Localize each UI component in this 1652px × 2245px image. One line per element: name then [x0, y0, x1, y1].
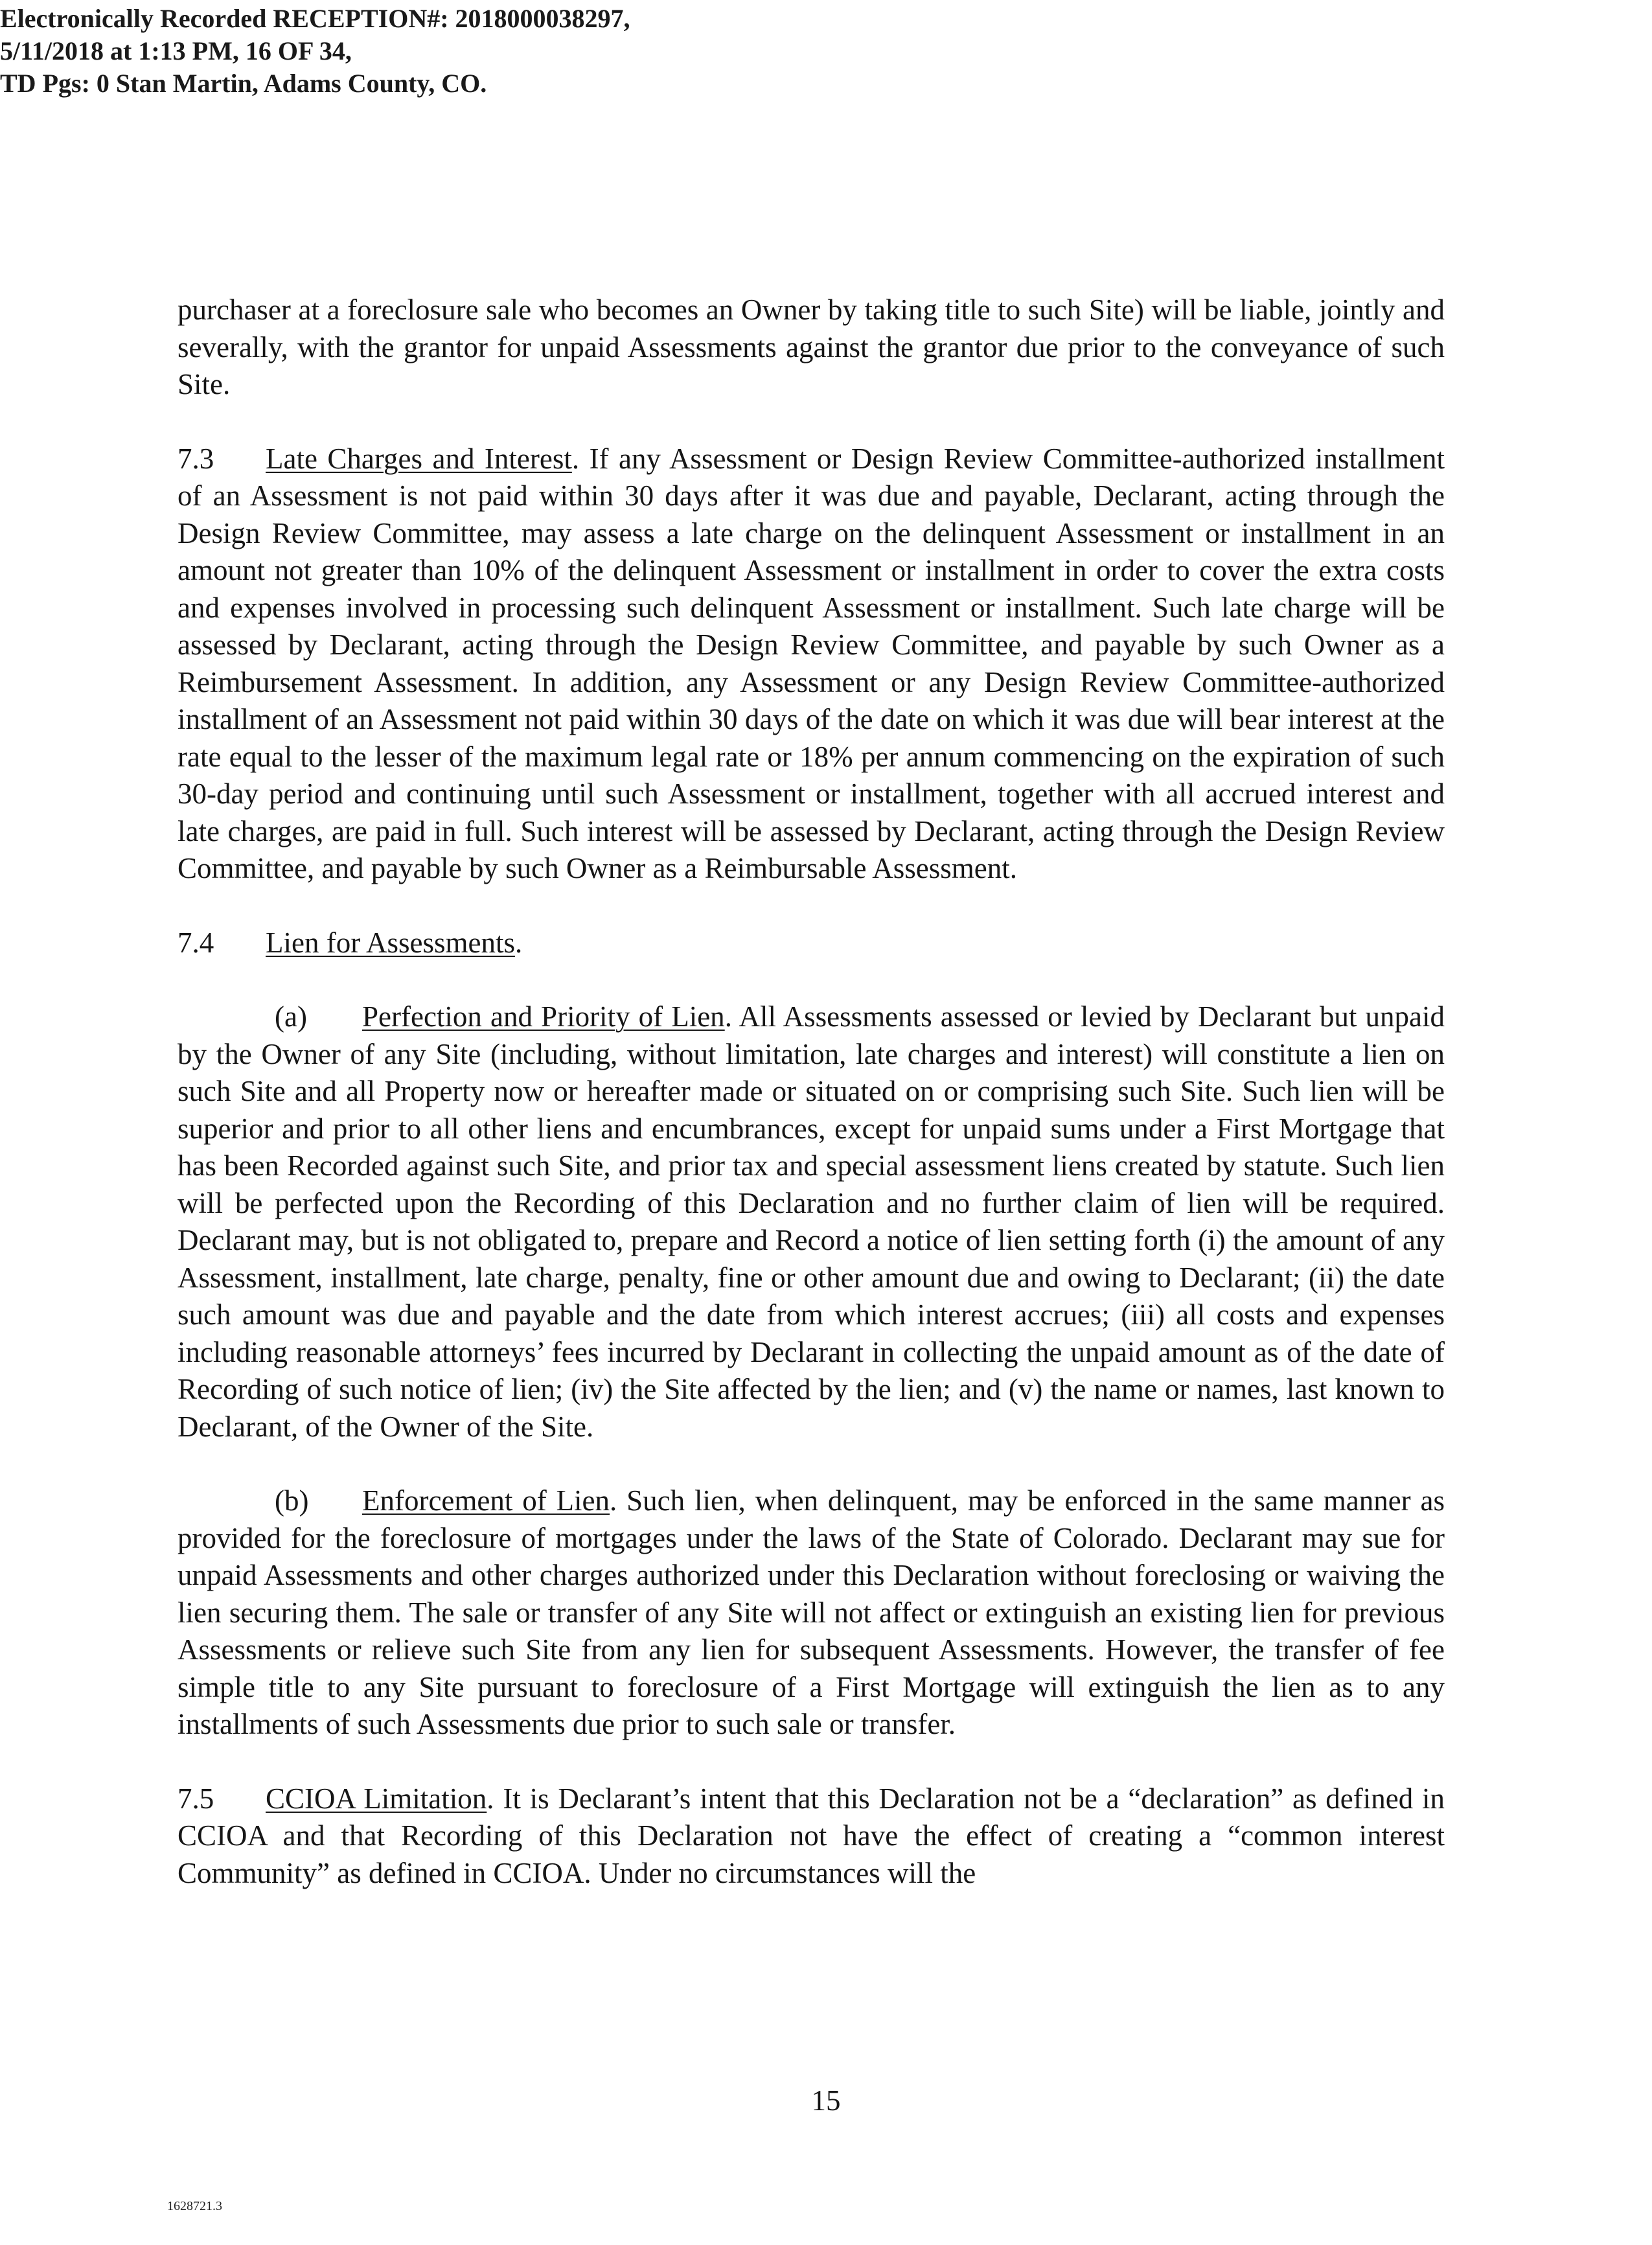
section-number: 7.3 [178, 442, 214, 475]
section-7-5 [178, 1780, 1445, 1893]
page-number: 15 [811, 2084, 841, 2117]
section-heading: Late Charges and Interest [266, 442, 572, 475]
section-text: . It is Declarant’s intent that this Declaration not be a “declaration” as defined in CCIOA and that Recording of this Declaration not have the effect of creating a “common interest Community” as defined in CCIOA. Under no circumstances will the [178, 1782, 1445, 1889]
subsection-number: (a) [275, 1000, 307, 1033]
recording-stamp-line-3: TD Pgs: 0 Stan Martin, Adams County, CO. [0, 69, 487, 98]
section-7-3 [178, 441, 1445, 888]
subsection-7-4-b [178, 1482, 1445, 1744]
section-heading: CCIOA Limitation [266, 1782, 487, 1815]
subsection-number: (b) [275, 1484, 309, 1517]
section-heading-end: . [514, 926, 523, 959]
section-7-4 [178, 925, 1445, 962]
section-heading: Lien for Assessments [266, 926, 515, 959]
document-body [178, 292, 1445, 1929]
continuation-paragraph: purchaser at a foreclosure sale who becomes an Owner by taking title to such Site) will be liable, jointly and severally, with the grantor for unpaid Assessments against the grantor due prior to the conveyance of such Site. [178, 294, 1445, 400]
section-number: 7.4 [178, 926, 214, 959]
subsection-text: . Such lien, when delinquent, may be enforced in the same manner as provided for the foreclosure of mortgages under the laws of the State of Colorado. Declarant may sue for unpaid Assessments and other charges authorized under this Declaration without foreclosing or waiving the lien securing them. The sale or transfer of any Site will not affect or extinguish an existing lien for previous Assessments or relieve such Site from any lien for subsequent Assessments. However, the transfer of fee simple title to any Site pursuant to foreclosure of a First Mortgage will extinguish the lien as to any installments of such Assessments due prior to such sale or transfer. [178, 1484, 1445, 1740]
section-number: 7.5 [178, 1782, 214, 1815]
subsection-text: . All Assessments assessed or levied by Declarant but unpaid by the Owner of any Site (including, without limitation, late charges and interest) will constitute a lien on such Site and all Property now or hereafter made or situated on or comprising such Site. Such lien will be superior and prior to all other liens and encumbrances, except for unpaid sums under a First Mortgage that has been Recorded against such Site, and prior tax and special assessment liens created by statute. Such lien will be perfected upon the Recording of this Declaration and no further claim of lien will be required. Declarant may, but is not obligated to, prepare and Record a notice of lien setting forth (i) the amount of any Assessment, installment, late charge, penalty, fine or other amount due and owing to Declarant; (ii) the date such amount was due and payable and the date from which interest accrues; (iii) all costs and expenses including reasonable attorneys’ fees incurred by Declarant in collecting the unpaid amount as of the date of Recording of such notice of lien; (iv) the Site affected by the lien; and (v) the name or names, last known to Declarant, of the Owner of the Site. [178, 1000, 1445, 1443]
subsection-heading: Perfection and Priority of Lien [362, 1000, 725, 1033]
subsection-heading: Enforcement of Lien [362, 1484, 610, 1517]
document-id: 1628721.3 [167, 2199, 222, 2213]
recording-stamp-line-2: 5/11/2018 at 1:13 PM, 16 OF 34, [0, 36, 352, 65]
recording-stamp [0, 3, 630, 100]
section-text: . If any Assessment or Design Review Committee-authorized installment of an Assessment is not paid within 30 days after it was due and payable, Declarant, acting through the Design Review Committee, may assess a late charge on the delinquent Assessment or installment in an amount not greater than 10% of the delinquent Assessment or installment in order to cover the extra costs and expenses involved in processing such delinquent Assessment or installment. Such late charge will be assessed by Declarant, acting through the Design Review Committee, and payable by such Owner as a Reimbursement Assessment. In addition, any Assessment or any Design Review Committee-authorized installment of an Assessment not paid within 30 days of the date on which it was due will bear interest at the rate equal to the lesser of the maximum legal rate or 18% per annum commencing on the expiration of such 30-day period and continuing until such Assessment or installment, together with all accrued interest and late charges, are paid in full. Such interest will be assessed by Declarant, acting through the Design Review Committee, and payable by such Owner as a Reimbursable Assessment. [178, 442, 1445, 884]
subsection-7-4-a [178, 998, 1445, 1445]
recording-stamp-line-1: Electronically Recorded RECEPTION#: 2018000038297, [0, 4, 630, 33]
